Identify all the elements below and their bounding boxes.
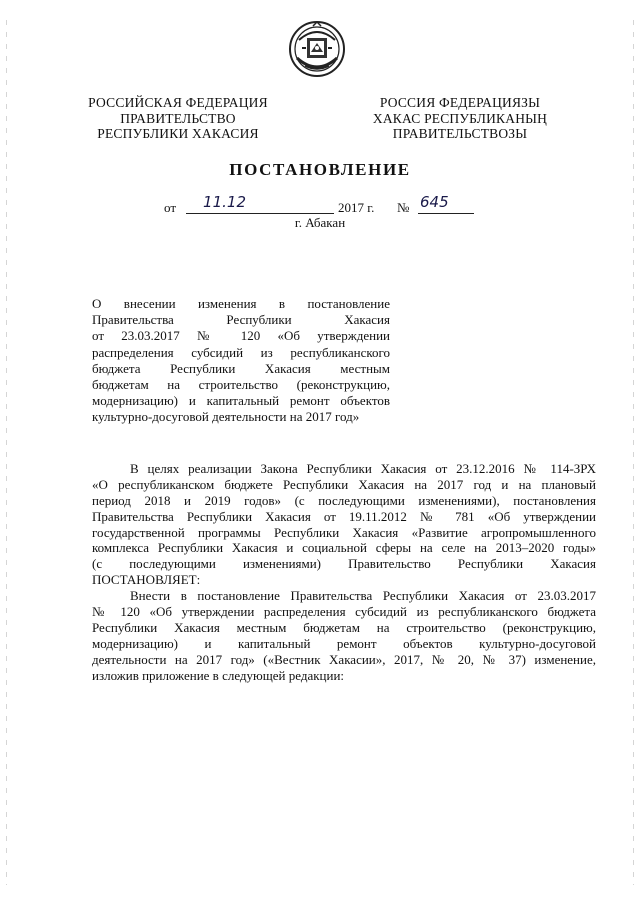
- handwritten-date: 11.12: [203, 193, 246, 211]
- header-left-line: РЕСПУБЛИКИ ХАКАСИЯ: [97, 126, 259, 141]
- body-line: «О республиканском бюджете Республики Хакасия на 2017 год и на плановый: [92, 476, 596, 492]
- subject-line: распределения субсидий из республиканского: [92, 344, 390, 360]
- scan-edge-right: [633, 20, 634, 885]
- subject-line: бюджетам на строительство (реконструкцию,: [92, 376, 390, 392]
- document-title: ПОСТАНОВЛЕНИЕ: [229, 160, 411, 179]
- header-right-line: РОССИЯ ФЕДЕРАЦИЯЗЫ: [379, 95, 541, 110]
- subject-line: бюджета Республики Хакасия местным: [92, 360, 390, 376]
- body-line: (с последующими изменениями) Правительство Республики Хакасия: [92, 556, 596, 572]
- subject-block: [92, 296, 390, 426]
- body-line: комплекса Республики Хакасия и социальной сферы на селе на 2013–2020 годы»: [92, 540, 596, 556]
- body-line: государственной программы Республики Хакасия «Развитие агропромышленного: [92, 524, 596, 540]
- body-text: [92, 461, 596, 683]
- body-line: изложив приложение в следующей редакции:: [92, 667, 345, 683]
- body-line: В целях реализации Закона Республики Хакасия от 23.12.2016 № 114-ЗРХ: [130, 461, 596, 476]
- header-left-line: РОССИЙСКАЯ ФЕДЕРАЦИЯ: [88, 95, 268, 110]
- subject-line: от 23.03.2017 № 120 «Об утверждении: [92, 328, 390, 344]
- subject-line: модернизацию) и капитальный ремонт объектов: [92, 393, 390, 409]
- body-line: деятельности на 2017 год» («Вестник Хакасии», 2017, № 20, № 37) изменение,: [92, 651, 596, 667]
- number-underline: [418, 213, 474, 214]
- date-year: 2017 г.: [338, 200, 375, 215]
- header-right-line: ПРАВИТЕЛЬСТВОЗЫ: [392, 126, 528, 141]
- subject-line: Правительства Республики Хакасия: [92, 312, 390, 328]
- number-prefix: №: [397, 200, 410, 215]
- date-prefix: от: [164, 200, 177, 215]
- handwritten-number: 645: [420, 193, 449, 211]
- date-number-line: [0, 193, 640, 217]
- date-underline: [186, 213, 334, 214]
- body-line: модернизацию) и капитальный ремонт объектов культурно-досуговой: [92, 635, 596, 651]
- city-name: г. Абакан: [294, 215, 346, 230]
- header-left-line: ПРАВИТЕЛЬСТВО: [120, 110, 236, 126]
- header-right-line: ХАКАС РЕСПУБЛИКАНЫҢ: [372, 110, 548, 126]
- subject-line: О внесении изменения в постановление: [92, 296, 390, 311]
- body-line: Правительства Республики Хакасия от 19.11.2012 № 781 «Об утверждении: [92, 508, 596, 524]
- body-line: № 120 «Об утверждении распределения субсидий из республиканского бюджета: [92, 604, 596, 620]
- subject-line: культурно-досуговой деятельности на 2017 год»: [92, 409, 360, 425]
- header-left-block: [63, 95, 293, 142]
- header-right-block: [345, 95, 575, 142]
- body-line: ПОСТАНОВЛЯЕТ:: [92, 572, 201, 588]
- body-line: Республики Хакасия местным бюджетам на строительство (реконструкцию,: [92, 619, 596, 635]
- body-line: период 2018 и 2019 годов» (с последующими изменениями), постановления: [92, 492, 596, 508]
- coat-of-arms-icon: [287, 18, 347, 80]
- scan-edge-left: [6, 20, 7, 885]
- body-line: Внести в постановление Правительства Республики Хакасия от 23.03.2017: [130, 588, 596, 604]
